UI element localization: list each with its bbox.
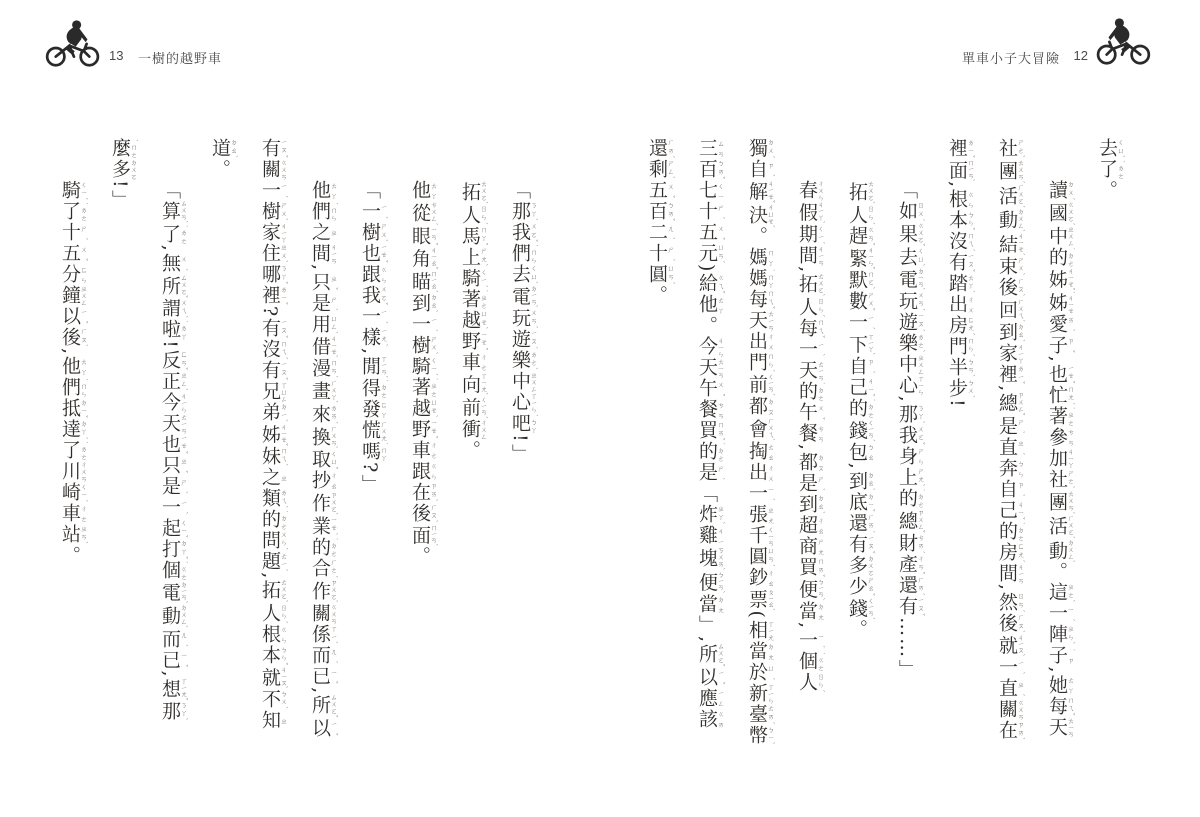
punctuation: ,	[159, 670, 181, 679]
punctuation: !	[509, 434, 531, 444]
cyclist-icon	[1094, 14, 1152, 72]
punctuation: !	[946, 399, 968, 409]
punctuation: 」	[509, 443, 531, 465]
punctuation: ,	[696, 636, 718, 645]
punctuation: 。	[209, 159, 231, 180]
punctuation: 。	[846, 618, 868, 640]
punctuation: 」	[359, 474, 381, 496]
page-left-text	[45, 138, 545, 758]
punctuation: 。	[696, 315, 718, 337]
punctuation: ,	[309, 687, 331, 696]
punctuation: ,	[996, 583, 1018, 592]
page-right	[600, 0, 1200, 817]
text-column: 社 ㄕㄜˋ團 ㄊㄨㄢˊ活 ㄏㄨㄛˊ動 ㄉㄨㄥˋ結 ㄐㄧㄝˊ束 ㄕㄨˋ後 ㄏㄡˋ回 ㄏㄨㄟˊ到 ㄉㄠˋ家 ㄐㄧㄚ裡 ㄌㄧˇ,總 ㄗㄨㄥˇ是 ㄕˋ直 ㄓˊ奔 ㄅㄣ自 ㄗˋ己 ㄐㄧˇ的 ˙ㄉㄜ房 ㄈㄤˊ間 ㄐㄧㄢ,然 ㄖㄢˊ後 ㄏㄡˋ就 ㄐㄧㄡˋ一 ㄧˋ直 ㄓˊ關 ㄍㄨㄢ在 ㄗㄞˋ	[996, 138, 1025, 742]
punctuation: 「	[159, 180, 181, 201]
punctuation: 「	[359, 180, 381, 201]
text-column: 獨 ㄉㄨˊ自 ㄗˋ解 ㄐㄧㄝˇ決 ㄐㄩㄝˊ。媽 ㄇㄚ媽 ˙ㄇㄚ每 ㄇㄟˇ天 ㄊㄧㄢ出 ㄔㄨ門 ㄇㄣˊ前 ㄑㄧㄢˊ都 ㄉㄡ會 ㄏㄨㄟˋ掏 ㄊㄠ出 ㄔㄨ一 ㄧˋ張 ㄓㄤ千 ㄑㄧㄢ圓 ㄩㄢˊ鈔 ㄔㄠ票 ㄆㄧㄠˋ(相 ㄒㄧㄤ當 ㄉㄤ於 ㄩˊ新 ㄒㄧㄣ臺 ㄊㄞˊ幣 ㄅㄧˋ	[746, 138, 775, 746]
punctuation: 「	[509, 180, 531, 201]
punctuation: 。	[409, 545, 431, 567]
punctuation: ,	[1046, 666, 1068, 675]
punctuation: (	[746, 610, 768, 620]
punctuation: 」	[696, 615, 718, 637]
text-column: 有 ㄧㄡˇ關 ㄍㄨㄢ一 ㄧˊ樹 ㄕㄨˋ家 ㄐㄧㄚ住 ㄓㄨˋ哪 ㄋㄚˇ裡 ㄌㄧˇ?有 ㄧㄡˇ沒 ㄇㄟˊ有 ㄧㄡˇ兄 ㄒㄩㄥ弟 ㄉㄧˋ姊 ㄐㄧㄝˇ妹 ㄇㄟˋ之 ㄓ類 ㄌㄟˋ的 ˙ㄉㄜ問 ㄨㄣˋ題 ㄊㄧˊ,拓 ㄊㄨㄛˋ人 ㄖㄣˊ根 ㄍㄣ本 ㄅㄣˇ就 ㄐㄧㄡˋ不 ㄅㄨˋ知 ㄓ	[259, 138, 288, 732]
punctuation: 。	[646, 285, 668, 306]
punctuation: 。	[59, 545, 81, 567]
cyclist-icon	[44, 16, 102, 74]
punctuation: ,	[259, 572, 281, 581]
text-column: 「算 ㄙㄨㄢˋ了 ˙ㄌㄜ,無 ㄨˊ所 ㄙㄨㄛˇ謂 ㄨㄟˋ啦 ˙ㄌㄚ!反 ㄈㄢˇ正 ㄓㄥˋ今 ㄐㄧㄣ天 ㄊㄧㄢ也 ㄧㄝˇ只 ㄓˇ是 ㄕˋ一 ㄧˋ起 ㄑㄧˇ打 ㄉㄚˇ個 ˙ㄍㄜ電 ㄉㄧㄢˋ動 ㄉㄨㄥˋ而 ㄦˊ已 ㄧˇ,想 ㄒㄧㄤˇ那 ㄋㄚˋ	[159, 180, 188, 722]
text-column: 道 ㄉㄠˋ。	[209, 138, 238, 180]
punctuation: 「	[696, 483, 718, 505]
punctuation: ,	[309, 264, 331, 273]
page-right-text	[632, 138, 1132, 758]
punctuation: ?	[359, 462, 381, 475]
text-column: 「一 ㄧˊ樹 ㄕㄨˋ也 ㄧㄝˇ跟 ㄍㄣ我 ㄨㄛˇ一 ㄧˊ樣 ㄧㄤˋ,閒 ㄒㄧㄢˊ得 ˙ㄉㄜ發 ㄈㄚ慌 ㄏㄨㄤ嗎 ˙ㄇㄚ?」	[359, 180, 388, 496]
punctuation: 。	[1096, 180, 1118, 201]
punctuation: ,	[1046, 355, 1068, 364]
text-column: 拓 ㄊㄨㄛˋ人 ㄖㄣˊ趕 ㄍㄢˇ緊 ㄐㄧㄣˇ默 ㄇㄛˋ數 ㄕㄨˇ一 ㄧˊ下 ㄒㄧㄚˋ自 ㄗˋ己 ㄐㄧˇ的 ˙ㄉㄜ錢 ㄑㄧㄢˊ包 ㄅㄠ,到 ㄉㄠˋ底 ㄉㄧˇ還 ㄏㄞˊ有 ㄧㄡˇ多 ㄉㄨㄛ少 ㄕㄠˇ錢 ㄑㄧㄢˊ。	[846, 180, 875, 640]
text-column: 他 ㄊㄚ們 ˙ㄇㄣ之 ㄓ間 ㄐㄧㄢ,只 ㄓˇ是 ㄕˋ用 ㄩㄥˋ借 ㄐㄧㄝˋ漫 ㄇㄢˋ畫 ㄏㄨㄚˋ來 ㄌㄞˊ換 ㄏㄨㄢˋ取 ㄑㄩˇ抄 ㄔㄠ作 ㄗㄨㄛˋ業 ㄧㄝˋ的 ˙ㄉㄜ合 ㄏㄜˊ作 ㄗㄨㄛˋ關 ㄍㄨㄢ係 ㄒㄧˋ而 ㄦˊ已 ㄧˇ,所 ㄙㄨㄛˇ以 ㄧˇ	[309, 180, 338, 739]
text-column: 裡 ㄌㄧˇ面 ㄇㄧㄢˋ,根 ㄍㄣ本 ㄅㄣˇ沒 ㄇㄟˊ有 ㄧㄡˇ踏 ㄊㄚˋ出 ㄔㄨ房 ㄈㄤˊ門 ㄇㄣˊ半 ㄅㄢˋ步 ㄅㄨˋ!	[946, 138, 975, 409]
punctuation: ,	[846, 462, 868, 471]
punctuation: …	[896, 638, 918, 660]
page-number-left: 13	[109, 48, 124, 63]
text-column: 三 ㄙㄢ百 ㄅㄞˇ七 ㄑㄧ十 ㄕˊ五 ㄨˇ元 ㄩㄢˊ)給 ㄍㄟˇ他 ㄊㄚ。今 ㄐㄧㄣ天 ㄊㄧㄢ午 ㄨˇ餐 ㄘㄢ買 ㄇㄞˇ的 ˙ㄉㄜ是 ㄕˋ「炸 ㄓㄚˋ雞 ㄐㄧ塊 ㄎㄨㄞˋ便 ㄅㄧㄢˋ當 ㄉㄤ」,所 ㄙㄨㄛˇ以 ㄧˇ應 ㄧㄥ該 ㄍㄞ	[696, 138, 725, 730]
punctuation: 」	[109, 189, 131, 211]
punctuation: !	[109, 180, 131, 190]
book-title: 單車小子大冒險	[961, 51, 1060, 66]
text-column: 還 ㄏㄞˊ剩 ㄕㄥˋ五 ㄨˇ百 ㄅㄞˇ二 ㄦˋ十 ㄕˊ圓 ㄩㄢˊ。	[646, 138, 675, 306]
punctuation: ,	[159, 244, 181, 253]
punctuation: ?	[259, 306, 281, 319]
text-column: 騎 ㄑㄧˊ了 ˙ㄌㄜ十 ㄕˊ五 ㄨˇ分 ㄈㄣ鐘 ㄓㄨㄥ以 ㄧˇ後 ㄏㄡˋ,他 ㄊㄚ們 ˙ㄇㄣ抵 ㄉㄧˇ達 ㄉㄚˊ了 ˙ㄌㄜ川 ㄔㄨㄢ崎 ㄑㄧˊ車 ㄔㄜ站 ㄓㄢˋ。	[59, 180, 88, 567]
punctuation: ,	[996, 385, 1018, 394]
punctuation: 。	[1046, 561, 1068, 583]
punctuation: ,	[896, 395, 918, 404]
text-column: 他 ㄊㄚ從 ㄘㄨㄥˊ眼 ㄧㄢˇ角 ㄐㄧㄠˇ瞄 ㄇㄧㄠˊ到 ㄉㄠˋ一 ㄧˊ樹 ㄕㄨˋ騎 ㄑㄧˊ著 ˙ㄓㄜ越 ㄩㄝˋ野 ㄧㄝˇ車 ㄔㄜ跟 ㄍㄣ在 ㄗㄞˋ後 ㄏㄡˋ面 ㄇㄧㄢˋ。	[409, 180, 438, 567]
punctuation: ,	[59, 348, 81, 357]
text-column: 麼 ˙ㄇㄜ多 ㄉㄨㄛ!」	[109, 138, 138, 211]
chapter-title: 一樹的越野車	[138, 51, 223, 66]
text-column: 讀 ㄉㄨˊ國 ㄍㄨㄛˊ中 ㄓㄨㄥ的 ˙ㄉㄜ姊 ㄐㄧㄝˇ姊 ˙ㄐㄧㄝ愛 ㄞˋ子 ㄗˇ,也 ㄧㄝˇ忙 ㄇㄤˊ著 ˙ㄓㄜ參 ㄘㄢ加 ㄐㄧㄚ社 ㄕㄜˋ團 ㄊㄨㄢˊ活 ㄏㄨㄛˊ動 ㄉㄨㄥˋ。這 ㄓㄜˋ一 ㄧˊ陣 ㄓㄣˋ子 ˙ㄗ,她 ㄊㄚ每 ㄇㄟˇ天 ㄊㄧㄢ	[1046, 180, 1075, 738]
punctuation: ,	[796, 622, 818, 631]
page-number-right: 12	[1073, 48, 1088, 63]
punctuation: ,	[796, 266, 818, 275]
punctuation: 。	[746, 225, 768, 247]
text-column: 「那 ㄋㄚˋ我 ㄨㄛˇ們 ˙ㄇㄣ去 ㄑㄩˋ電 ㄉㄧㄢˋ玩 ㄨㄢˊ遊 ㄧㄡˊ樂 ㄌㄜˋ中 ㄓㄨㄥ心 ㄒㄧㄣ吧 ˙ㄅㄚ!」	[509, 180, 538, 465]
punctuation: 「	[896, 180, 918, 201]
punctuation: 。	[459, 439, 481, 461]
punctuation: ,	[359, 348, 381, 357]
text-column: 春 ㄔㄨㄣ假 ㄐㄧㄚˋ期 ㄑㄧˊ間 ㄐㄧㄢ,拓 ㄊㄨㄛˋ人 ㄖㄣˊ每 ㄇㄟˇ一 ㄧˋ天 ㄊㄧㄢ的 ˙ㄉㄜ午 ㄨˇ餐 ㄘㄢ,都 ㄉㄡ是 ㄕˋ到 ㄉㄠˋ超 ㄔㄠ商 ㄕㄤ買 ㄇㄞˇ便 ㄅㄧㄢˋ當 ㄉㄤ,一 ㄧˊ個 ˙ㄍㄜ人 ㄖㄣˊ	[796, 180, 825, 694]
punctuation: …	[896, 617, 918, 639]
punctuation: 」	[896, 659, 918, 681]
punctuation: !	[159, 340, 181, 350]
punctuation: )	[696, 264, 718, 274]
text-column: 拓 ㄊㄨㄛˋ人 ㄖㄣˊ馬 ㄇㄚˇ上 ㄕㄤˋ騎 ㄑㄧˊ著 ˙ㄓㄜ越 ㄩㄝˋ野 ㄧㄝˇ車 ㄔㄜ向 ㄒㄧㄤˋ前 ㄑㄧㄢˊ衝 ㄔㄨㄥ。	[459, 180, 488, 461]
punctuation: ,	[796, 443, 818, 452]
text-column: 去 ㄑㄩˋ了 ˙ㄌㄜ。	[1096, 138, 1125, 201]
punctuation: ,	[946, 181, 968, 190]
text-column: 「如 ㄖㄨˊ果 ㄍㄨㄛˇ去 ㄑㄩˋ電 ㄉㄧㄢˋ玩 ㄨㄢˊ遊 ㄧㄡˊ樂 ㄌㄜˋ中 ㄓㄨㄥ心 ㄒㄧㄣ,那 ㄋㄚˋ我 ㄨㄛˇ身 ㄕㄣ上 ㄕㄤˋ的 ˙ㄉㄜ總 ㄗㄨㄥˇ財 ㄘㄞˊ產 ㄔㄢˇ還 ㄏㄞˊ有 ㄧㄡˇ……」	[896, 180, 925, 681]
